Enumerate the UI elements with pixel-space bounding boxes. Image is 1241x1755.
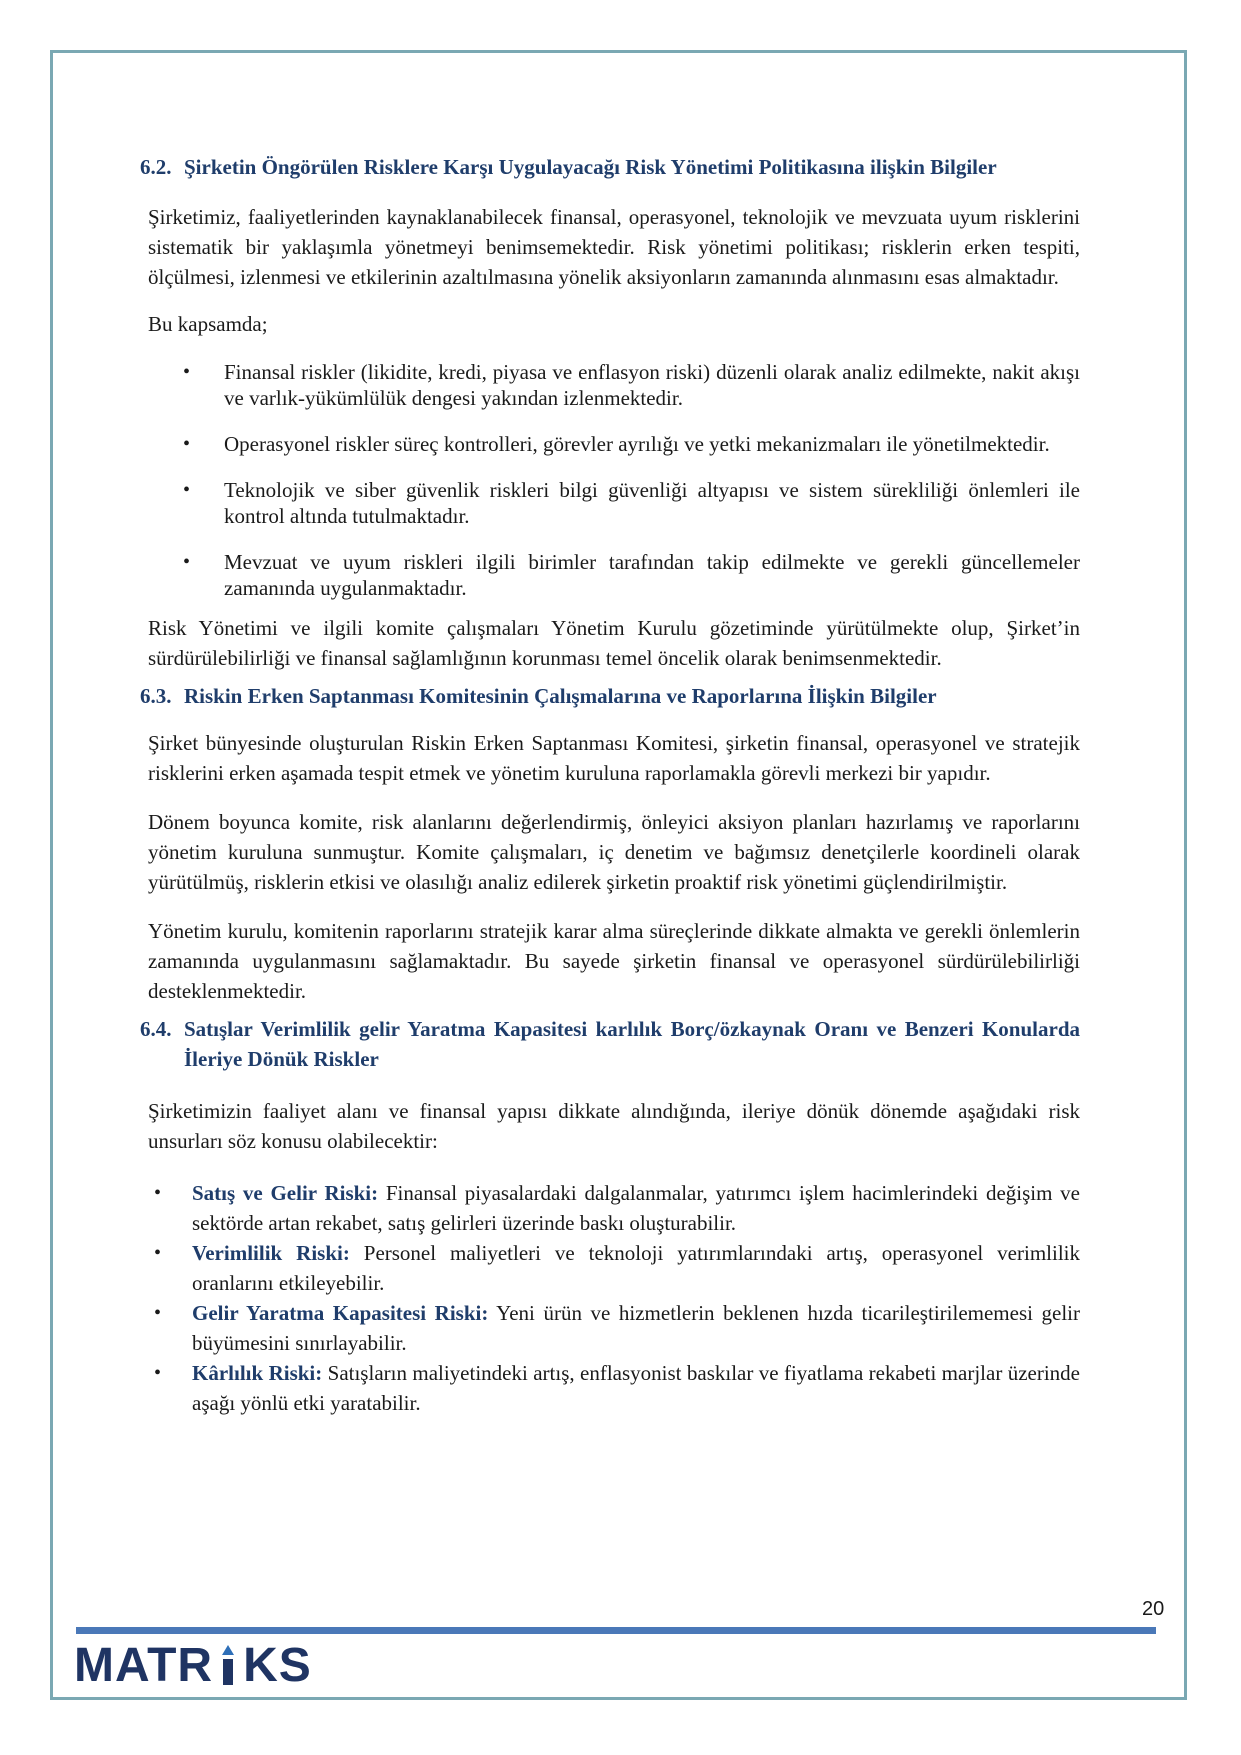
list-item: • Operasyonel riskler süreç kontrolleri, görevler ayrılığı ve yetki mekanizmaları ile yönetilmektedir. (140, 431, 1080, 457)
logo-text-left: MATR (74, 1638, 214, 1692)
page-number: 20 (1142, 1598, 1165, 1620)
section-6-3-heading (140, 681, 1080, 711)
paragraph: Risk Yönetimi ve ilgili komite çalışmaları Yönetim Kurulu gözetiminde yürütülmekte olup, Şirket’in sürdürülebilirliği ve finansal sağlamlığının korunması temel öncelik olarak benimsenmektedir. (148, 616, 1080, 670)
logo-text-right: KS (243, 1638, 312, 1692)
risk-list (140, 359, 1080, 601)
risk-description: Yeni ürün ve hizmetlerin beklenen hızda ticarileştirilememesi gelir büyümesini sınırlayabilir. (192, 1301, 1081, 1355)
section-title: Riskin Erken Saptanması Komitesinin Çalışmalarına ve Raporlarına İlişkin Bilgiler (184, 684, 937, 708)
paragraph: Şirketimiz, faaliyetlerinden kaynaklanabilecek finansal, operasyonel, teknolojik ve mevzuata uyum risklerini sistematik bir yaklaşımla yönetmeyi benimsemektedir. Risk yönetimi politikası; risklerin erken tespiti, ölçülmesi, izlenmesi ve etkilerinin azaltılmasına yönelik aksiyonların zamanında alınmasını esas almaktadır. (148, 205, 1080, 289)
paragraph: Şirket bünyesinde oluşturulan Riskin Erken Saptanması Komitesi, şirketin finansal, operasyonel ve stratejik risklerini erken aşamada tespit etmek ve yönetim kuruluna raporlamakla görevli merkezi bir yapıdır. (148, 731, 1080, 785)
list-item: • Mevzuat ve uyum riskleri ilgili birimler tarafından takip edilmekte ve gerekli güncellemeler zamanında uygulanmaktadır. (140, 549, 1080, 601)
paragraph: Şirketimizin faaliyet alanı ve finansal yapısı dikkate alındığında, ileriye dönük dönemde aşağıdaki risk unsurları söz konusu olabilecektir: (148, 1099, 1080, 1153)
list-item (140, 1238, 1080, 1298)
risk-term: Kârlılık Riski: (192, 1361, 323, 1385)
list-item: • Teknolojik ve siber güvenlik riskleri bilgi güvenliği altyapısı ve sistem sürekliliği önlemleri ile kontrol altında tutulmaktadır. (140, 477, 1080, 529)
paragraph: Dönem boyunca komite, risk alanlarını değerlendirmiş, önleyici aksiyon planları hazırlamış ve raporlarını yönetim kuruluna sunmuştur. Komite çalışmaları, iç denetim ve bağımsız denetçilerle koordineli olarak yürütülmüş, risklerin etkisi ve olasılığı analiz edilerek şirketin proaktif risk yönetimi güçlendirilmiştir. (148, 810, 1080, 894)
section-title: Satışlar Verimlilik gelir Yaratma Kapasitesi karlılık Borç/özkaynak Oranı ve Benzeri Konularda İleriye Dönük Riskler (184, 1017, 1080, 1071)
risk-description: Finansal piyasalardaki dalgalanmalar, yatırımcı işlem hacimlerindeki değişim ve sektörde artan rekabet, satış gelirleri üzerinde baskı oluşturabilir. (192, 1181, 1080, 1235)
matriks-logo (74, 1640, 312, 1690)
list-item (140, 1298, 1080, 1358)
risk-term: Satış ve Gelir Riski: (192, 1181, 379, 1205)
section-6-4-heading (140, 1014, 1080, 1074)
forward-risk-list (140, 1178, 1080, 1418)
list-item: • Finansal riskler (likidite, kredi, piyasa ve enflasyon riski) düzenli olarak analiz edilmekte, nakit akışı ve varlık-yükümlülük dengesi yakından izlenmektedir. (140, 359, 1080, 411)
footer-divider (76, 1627, 1156, 1634)
risk-description: Satışların maliyetindeki artış, enflasyonist baskılar ve fiyatlama rekabeti marjlar üzerinde aşağı yönlü etki yaratabilir. (192, 1361, 1080, 1415)
section-number: 6.3. (140, 684, 172, 708)
section-number: 6.2. (140, 155, 172, 179)
risk-term: Gelir Yaratma Kapasitesi Riski: (192, 1301, 489, 1325)
logo-i-mark (215, 1645, 241, 1685)
section-title: Şirketin Öngörülen Risklere Karşı Uygulayacağı Risk Yönetimi Politikasına ilişkin Bilgiler (184, 155, 997, 179)
document-body (140, 152, 1080, 1418)
section-6-2-heading (140, 152, 1080, 182)
section-number: 6.4. (140, 1017, 172, 1041)
paragraph: Bu kapsamda; (148, 312, 268, 336)
list-item (140, 1178, 1080, 1238)
risk-description: Personel maliyetleri ve teknoloji yatırımlarındaki artış, operasyonel verimlilik oranlarını etkileyebilir. (192, 1241, 1081, 1295)
list-item (140, 1358, 1080, 1418)
risk-term: Verimlilik Riski: (192, 1241, 350, 1265)
paragraph: Yönetim kurulu, komitenin raporlarını stratejik karar alma süreçlerinde dikkate almakta ve gerekli önlemlerin zamanında uygulanmasını sağlamaktadır. Bu sayede şirketin finansal ve operasyonel sürdürülebilirliği desteklenmektedir. (148, 919, 1080, 1003)
logo-dot-icon (222, 1645, 234, 1655)
